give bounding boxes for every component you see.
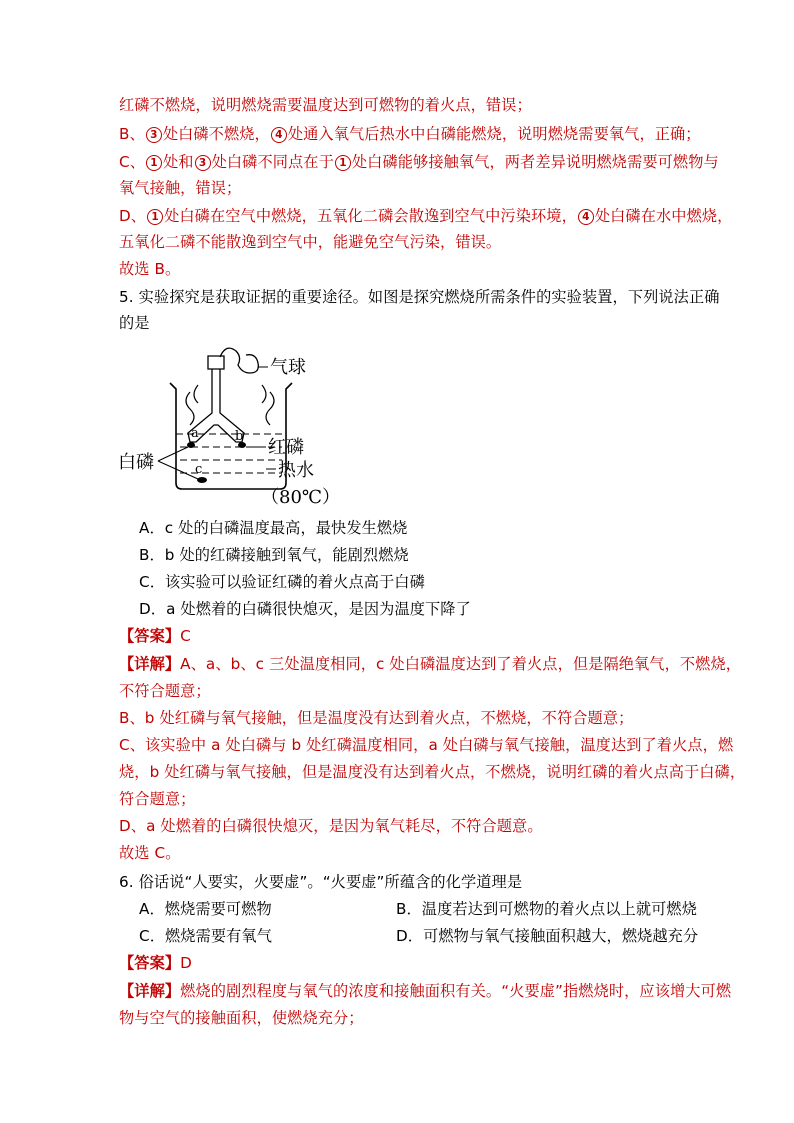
option-b: B．温度若达到可燃物的着火点以上就可燃烧 (396, 900, 697, 918)
steam-icon (194, 385, 198, 403)
steam-icon (266, 392, 274, 425)
label-c: c (195, 462, 203, 477)
detail-line: 不符合题意； (119, 682, 211, 700)
answer-value: C (180, 627, 191, 645)
solution-line: 红磷不燃烧，说明燃烧需要温度达到可燃物的着火点，错误； (119, 96, 532, 114)
balloon-icon (220, 348, 258, 373)
detail-text: A、a、b、c 三处温度相同，c 处白磷温度达到了着火点，但是隔绝氧气，不燃烧， (180, 655, 742, 673)
detail-line: D、a 处燃着的白磷很快熄灭，是因为氧气耗尽，不符合题意。 (119, 817, 543, 835)
detail-text: 燃烧的剧烈程度与氧气的浓度和接触面积有关。“火要虚”指燃烧时，应该增大可燃 (180, 982, 732, 1000)
solution-text: 处白磷在水中燃烧， (594, 207, 733, 225)
solution-text: 处和 (163, 153, 194, 171)
leader-line (158, 447, 188, 461)
question-stem: 的是 (119, 314, 150, 332)
detail-line: B、b 处红磷与氧气接触，但是温度没有达到着火点，不燃烧，不符合题意； (119, 709, 634, 727)
solution-conclusion: 故选 B。 (119, 260, 181, 278)
solution-option-b (119, 124, 701, 144)
circled-number-icon: 1 (335, 155, 351, 171)
white-phosphorus-c (197, 477, 207, 483)
answer-tag: 【答案】 (119, 627, 181, 645)
answer-line (119, 953, 192, 973)
detail-line (119, 981, 731, 1001)
solution-line: 氧气接触，错误； (119, 179, 242, 197)
solution-text: 处白磷不燃烧， (162, 125, 270, 143)
option-a: A．c 处的白磷温度最高，最快发生燃烧 (139, 519, 408, 537)
circled-number-icon: 4 (578, 209, 594, 225)
detail-tag: 【详解】 (119, 982, 181, 1000)
option-c: C．该实验可以验证红磷的着火点高于白磷 (139, 573, 425, 591)
option-b: B．b 处的红磷接触到氧气，能剧烈燃烧 (139, 546, 409, 564)
solution-text: 处白磷能够接触氧气，两者差异说明燃烧需要可燃物与 (351, 153, 719, 171)
detail-line: 符合题意； (119, 790, 196, 808)
question-stem: 6. 俗话说“人要实，火要虚”。“火要虚”所蕴含的化学道理是 (119, 873, 523, 891)
circled-number-icon: 1 (146, 155, 162, 171)
label-red-phosphorus: 红磷 (268, 437, 304, 458)
white-phosphorus-a (187, 442, 195, 448)
circled-number-icon: 4 (271, 127, 287, 143)
label-temperature: （80℃） (261, 487, 341, 508)
option-prefix: D、 (119, 207, 147, 225)
detail-line: 物与空气的接触面积，使燃烧充分； (119, 1009, 364, 1027)
detail-line: C、该实验中 a 处白磷与 b 处红磷温度相同，a 处白磷与氧气接触，温度达到了着火点，燃 (119, 736, 734, 754)
detail-tag: 【详解】 (119, 655, 181, 673)
steam-icon (262, 385, 266, 403)
label-hot-water: 热水 (278, 460, 314, 481)
label-balloon: 气球 (270, 357, 306, 378)
leader-line (158, 461, 198, 479)
label-a: a (191, 426, 199, 441)
solution-conclusion: 故选 C。 (119, 844, 181, 862)
circled-number-icon: 3 (195, 155, 211, 171)
answer-line (119, 626, 191, 646)
detail-line (119, 654, 741, 674)
answer-value: D (180, 954, 192, 972)
label-b: b (235, 429, 244, 444)
combustion-apparatus-figure (118, 337, 348, 515)
stopper (208, 356, 224, 369)
solution-option-c (119, 152, 719, 172)
question-stem: 5. 实验探究是获取证据的重要途径。如图是探究燃烧所需条件的实验装置，下列说法正确 (119, 288, 720, 306)
label-white-phosphorus: 白磷 (118, 452, 154, 473)
detail-line: 烧，b 处红磷与氧气接触，但是温度没有达到着火点，不燃烧，说明红磷的着火点高于白磷， (119, 763, 746, 781)
solution-text: 处白磷不同点在于 (211, 153, 334, 171)
circled-number-icon: 3 (146, 127, 162, 143)
answer-tag: 【答案】 (119, 954, 181, 972)
option-a: A．燃烧需要可燃物 (139, 900, 272, 918)
steam-icon (186, 392, 194, 425)
option-prefix: B、 (119, 125, 145, 143)
option-d: D．a 处燃着的白磷很快熄灭，是因为温度下降了 (139, 600, 471, 618)
solution-text: 处白磷在空气中燃烧，五氧化二磷会散逸到空气中污染环境， (164, 207, 577, 225)
solution-text: 处通入氧气后热水中白磷能燃烧，说明燃烧需要氧气，正确； (287, 125, 701, 143)
solution-line: 五氧化二磷不能散逸到空气中，能避免空气污染，错误。 (119, 233, 502, 251)
circled-number-icon: 1 (147, 209, 163, 225)
option-prefix: C、 (119, 153, 145, 171)
solution-option-d (119, 206, 732, 226)
option-d: D．可燃物与氧气接触面积越大，燃烧越充分 (396, 927, 699, 945)
option-c: C．燃烧需要有氧气 (139, 927, 273, 945)
